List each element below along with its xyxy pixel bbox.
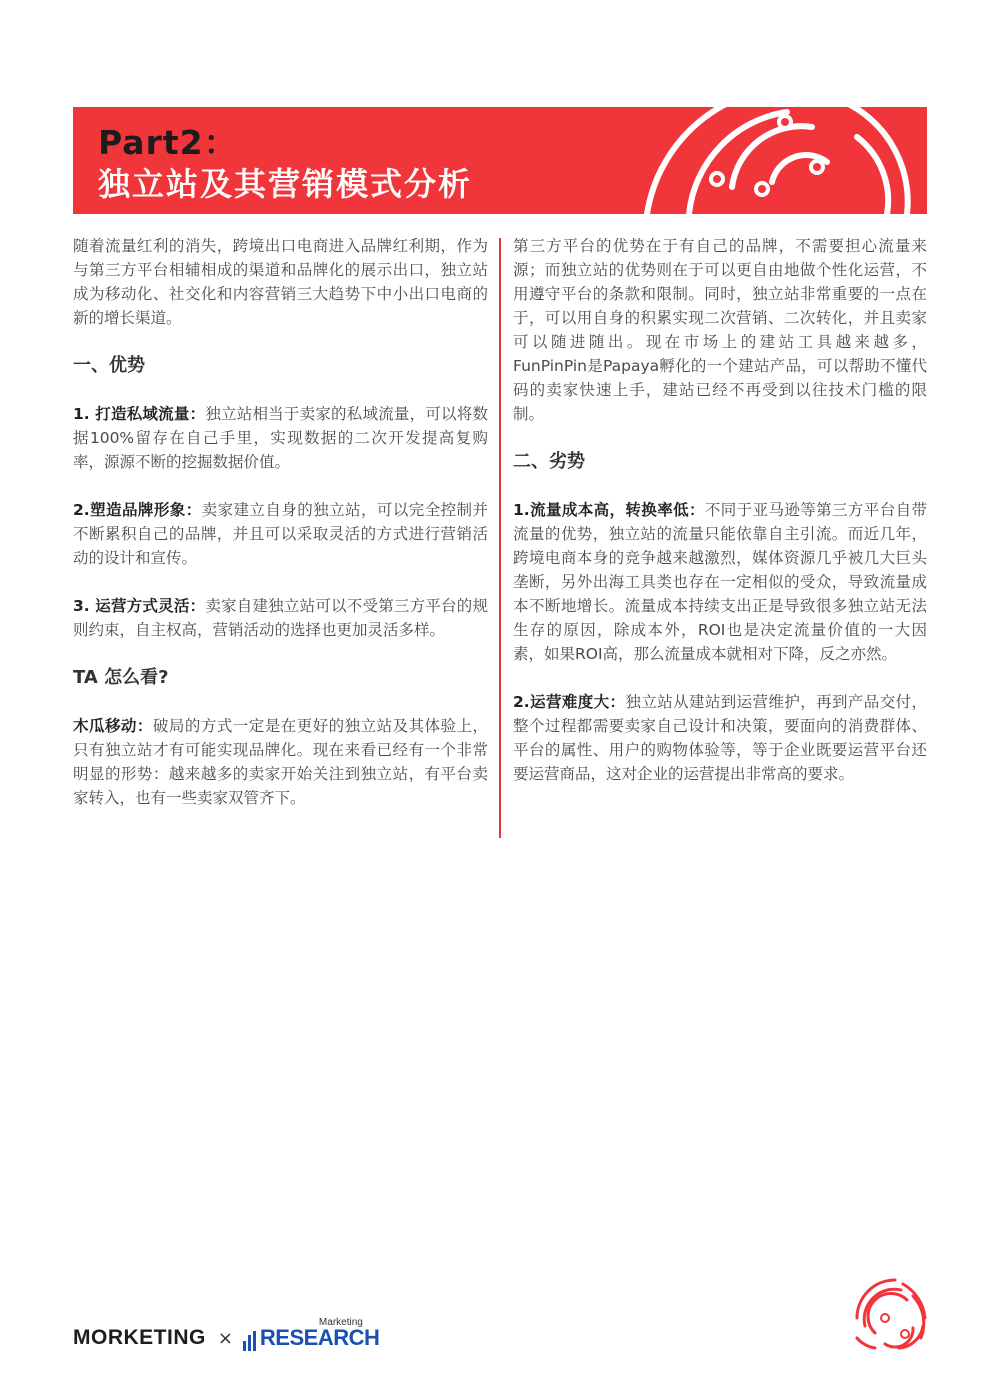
banner-circle-decoration (607, 107, 927, 214)
advantage-item-3 (73, 594, 488, 642)
right-column (513, 234, 927, 786)
section-heading-opinion: TA 怎么看? (73, 667, 169, 688)
disadvantage-item-1-lead: 1.流量成本高，转换率低： (513, 501, 705, 519)
corner-circle-decoration (855, 1278, 927, 1350)
right-intro-paragraph: 第三方平台的优势在于有自己的品牌，不需要担心流量来源；而独立站的优势则在于可以更自由地做个性化运营，不用遵守平台的条款和限制。同时，独立站非常重要的一点在于，可以用自身的积累实现二次营销、二次转化，并且卖家可以随进随出。现在市场上的建站工具越来越多，FunPinPin是Papaya孵化的一个建站产品，可以帮助不懂代码的卖家快速上手，建站已经不再受到以往技术门槛的限制。 (513, 237, 927, 423)
banner-title: 独立站及其营销模式分析 (98, 165, 473, 203)
marketing-research-small-label: Marketing (318, 1317, 363, 1328)
advantage-item-2 (73, 498, 488, 570)
banner-part-label: Part2： (98, 123, 238, 162)
opinion-text: 破局的方式一定是在更好的独立站及其体验上，只有独立站才有可能实现品牌化。现在来看已经有一个非常明显的形势：越来越多的卖家开始关注到独立站，有平台卖家转入，也有一些卖家双管齐下。 (73, 717, 488, 807)
advantage-item-3-lead: 3. 运营方式灵活： (73, 597, 206, 615)
advantage-item-1 (73, 402, 488, 474)
research-label: RESEARCH (259, 1325, 380, 1350)
footer-brand (73, 1317, 380, 1353)
advantage-item-2-text: 卖家建立自身的独立站，可以完全控制并不断累积自己的品牌，并且可以采取灵活的方式进行营销活动的设计和宣传。 (73, 501, 488, 567)
advantage-item-3-text: 卖家自建独立站可以不受第三方平台的规则约束，自主权高，营销活动的选择也更加灵活多样。 (73, 597, 488, 639)
title-banner (73, 107, 927, 214)
column-divider (499, 238, 501, 838)
advantage-item-1-text: 独立站相当于卖家的私域流量，可以将数据100%留存在自己手里，实现数据的二次开发提高复购率，源源不断的挖掘数据价值。 (73, 405, 488, 471)
disadvantage-item-1-text: 不同于亚马逊等第三方平台自带流量的优势，独立站的流量只能依靠自主引流。而近几年，跨境电商本身的竞争越来越激烈，媒体资源几乎被几大巨头垄断，另外出海工具类也存在一定相似的受众，导致流量成本不断地增长。流量成本持续支出正是导致很多独立站无法生存的原因，除成本外，ROI也是决定流量价值的一大因素，如果ROI高，那么流量成本就相对下降，反之亦然。 (513, 501, 927, 663)
morketing-logo: MORKETING (73, 1326, 206, 1349)
times-symbol: × (217, 1327, 233, 1349)
bar-chart-icon (243, 1331, 258, 1351)
opinion-paragraph (73, 714, 488, 810)
opinion-lead: 木瓜移动： (73, 717, 153, 735)
section-heading-disadvantages: 二、劣势 (513, 451, 585, 472)
section-heading-advantages: 一、优势 (73, 355, 145, 376)
left-column (73, 234, 488, 810)
advantage-item-1-lead: 1. 打造私域流量： (73, 405, 206, 423)
intro-paragraph: 随着流量红利的消失，跨境出口电商进入品牌红利期，作为与第三方平台相辅相成的渠道和品牌化的展示出口，独立站成为移动化、社交化和内容营销三大趋势下中小出口电商的新的增长渠道。 (73, 237, 488, 327)
disadvantage-item-2 (513, 690, 927, 786)
disadvantage-item-1 (513, 498, 927, 666)
marketing-research-logo (243, 1317, 380, 1351)
disadvantage-item-2-text: 独立站从建站到运营维护，再到产品交付，整个过程都需要卖家自己设计和决策，要面向的消费群体、平台的属性、用户的购物体验等，等于企业既要运营平台还要运营商品，这对企业的运营提出非常高的要求。 (513, 693, 927, 783)
disadvantage-item-2-lead: 2.运营难度大： (513, 693, 626, 711)
advantage-item-2-lead: 2.塑造品牌形象： (73, 501, 202, 519)
